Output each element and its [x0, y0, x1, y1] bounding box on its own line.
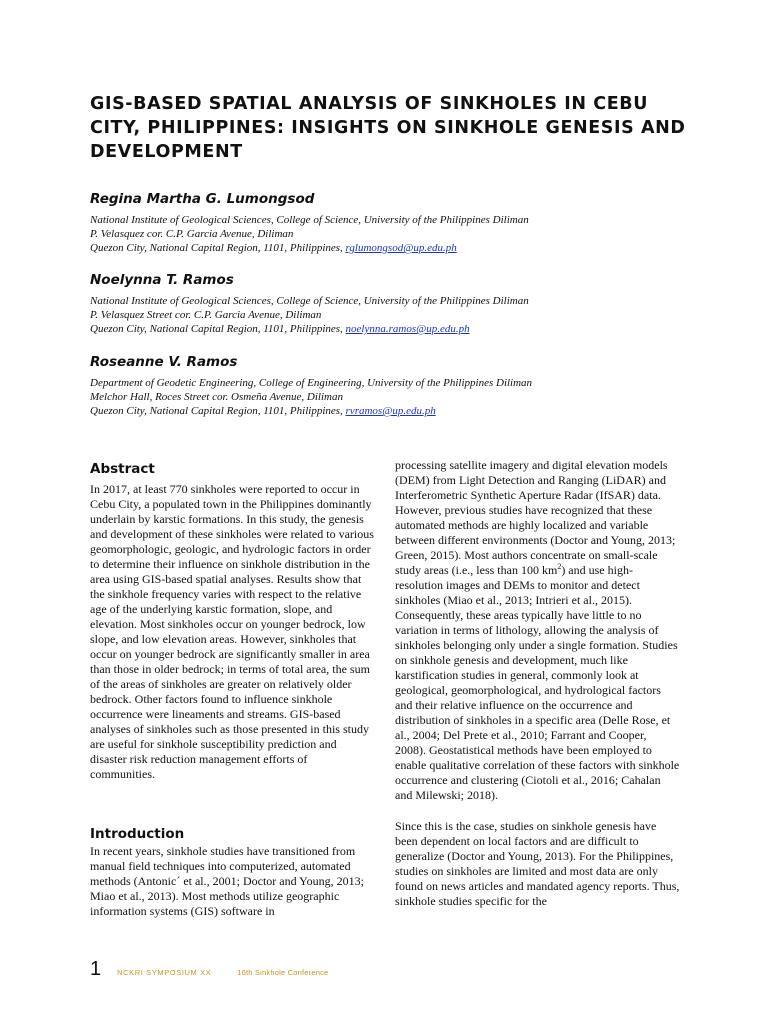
author-affiliation: National Institute of Geological Sciences, College of Science, University of the Philippines Diliman [90, 295, 529, 307]
page-footer [90, 957, 690, 985]
author-location [90, 404, 690, 418]
author-city: Quezon City, National Capital Region, 1101, Philippines, [90, 242, 346, 254]
abstract-text: In 2017, at least 770 sinkholes were reported to occur in Cebu City, a populated town in the Philippines dominantly underlain by karstic formations. In this study, the genesis and development of these sinkholes were related to various geomorphologic, geologic, and hydrologic factors in order to determine their influence on sinkhole distribution in the area using GIS-based spatial analyses. Results show that the sinkhole frequency varies with respect to the relative age of the underlying karstic formation, slope, and elevation. Most sinkholes occur on younger bedrock, low slope, and low elevation areas. However, sinkholes that occur on younger bedrock are significantly smaller in area than those in older bedrock; in terms of total area, the sum of the areas of sinkholes are greater on relatively older bedrock. Other factors found to influence sinkhole occurrence were lineaments and streams. GIS-based analyses of sinkholes such as those presented in this study are useful for sinkhole susceptibility prediction and disaster risk reduction management efforts of communities. [90, 482, 374, 781]
intro-section [90, 825, 375, 919]
body-paragraph: Since this is the case, studies on sinkhole genesis have been dependent on local factors and are difficult to generalize (Doctor and Young, 2013). For the Philippines, studies on sinkholes are limited and most data are only found on news articles and mandated agency reports. Thus, sinkhole studies specific for the [395, 819, 680, 908]
author-affiliation: Department of Geodetic Engineering, College of Engineering, University of the Philippines Diliman [90, 377, 533, 389]
author-address: P. Velasquez cor. C.P. Garcia Avenue, Diliman [90, 228, 294, 240]
author-name: Noelynna T. Ramos [90, 272, 234, 288]
author-email-link[interactable]: rvramos@up.edu.ph [345, 405, 436, 417]
superscript: 2 [557, 562, 562, 571]
abstract-heading: Abstract [90, 461, 155, 477]
conference-label: 16th Sinkhole Conference [237, 968, 329, 977]
author-email-link[interactable]: noelynna.ramos@up.edu.ph [345, 323, 470, 335]
author-block [90, 190, 690, 255]
paper-title: GIS-BASED SPATIAL ANALYSIS OF SINKHOLES IN CEBU CITY, PHILIPPINES: INSIGHTS ON SINKHOLE GENESIS AND DEVELOPMENT [90, 94, 686, 162]
author-address: P. Velasquez Street cor. C.P. Garcia Avenue, Diliman [90, 309, 322, 321]
author-city: Quezon City, National Capital Region, 1101, Philippines, [90, 323, 346, 335]
author-email-link[interactable]: rglumongsod@up.edu.ph [345, 242, 457, 254]
body-text-part: processing satellite imagery and digital elevation models (DEM) from Light Detection and Ranging (LiDAR) and Interferometric Synthetic Aperture Radar (IfSAR) data. However, previous studies have recognized that these automated methods are highly localized and variable between different environments (Doctor and Young, 2013; Green, 2015). Most authors concentrate on small-scale study areas (i.e., less than 100 km [395, 458, 676, 577]
symposium-label: NCKRI SYMPOSIUM XX [117, 968, 212, 977]
left-column [90, 460, 375, 782]
author-location [90, 241, 690, 255]
author-name: Regina Martha G. Lumongsod [90, 191, 315, 207]
introduction-heading: Introduction [90, 826, 185, 842]
author-block [90, 353, 690, 418]
author-location [90, 322, 690, 336]
body-text-part: ) and use high-resolution images and DEMs to monitor and detect sinkholes (Miao et al., 2013; Intrieri et al., 2015). Consequently, these areas typically have little to no variation in terms of lithology, allowing the analysis of sinkholes belonging only under a single formation. Studies on sinkhole genesis and development, much like karstification studies in general, commonly look at geological, geomorphological, and hydrological factors and their relative influence on the occurrence and distribution of sinkholes in a specific area (Delle Rose, et al., 2004; Del Prete et al., 2010; Farrant and Cooper, 2008). Geostatistical methods have been employed to enable qualitative correlation of these factors with sinkhole occurrence and clustering (Ciotoli et al., 2016; Cahalan and Milewski; 2018). [395, 563, 680, 802]
author-city: Quezon City, National Capital Region, 1101, Philippines, [90, 405, 346, 417]
introduction-text: In recent years, sinkhole studies have transitioned from manual field techniques into computerized, automated methods (Antonic´ et al., 2001; Doctor and Young, 2013; Miao et al., 2013). Most methods utilize geographic information systems (GIS) software in [90, 844, 364, 918]
body-paragraph [395, 458, 680, 803]
author-name: Roseanne V. Ramos [90, 354, 238, 370]
page-number: 1 [90, 958, 102, 980]
author-affiliation: National Institute of Geological Sciences, College of Science, University of the Philippines Diliman [90, 214, 529, 226]
author-address: Melchor Hall, Roces Street cor. Osmeña Avenue, Diliman [90, 391, 343, 403]
author-block [90, 271, 690, 336]
right-column [395, 458, 680, 909]
